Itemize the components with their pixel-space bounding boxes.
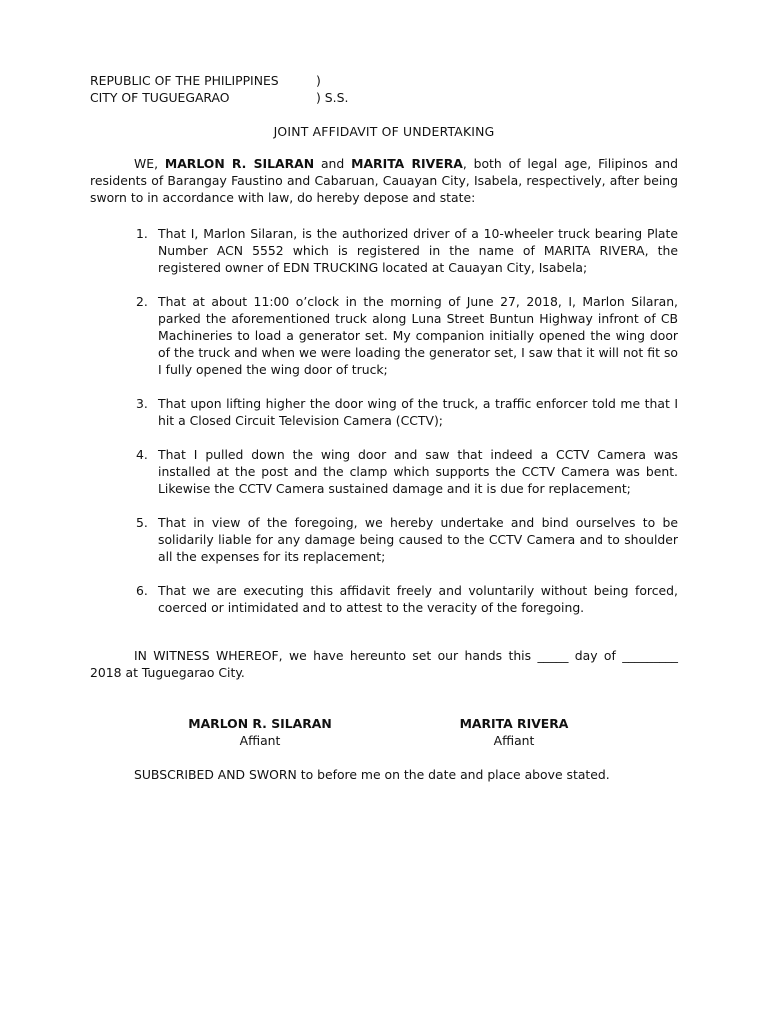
- venue-country: REPUBLIC OF THE PHILIPPINES: [90, 73, 279, 88]
- statement-text: That I pulled down the wing door and saw that indeed a CCTV Camera was installed at the post and the clamp which supports the CCTV Camera was bent. Likewise the CCTV Camera sustained damage and it is due for replacement;: [158, 447, 678, 496]
- statement-item: [90, 514, 678, 565]
- statement-item: [90, 582, 678, 616]
- affiant-name-1: MARLON R. SILARAN: [164, 156, 315, 171]
- statement-text: That upon lifting higher the door wing of the truck, a traffic enforcer told me that I hit a Closed Circuit Television Camera (CCTV);: [158, 396, 678, 428]
- venue-line-republic: [90, 72, 390, 89]
- statement-text: That at about 11:00 o’clock in the morning of June 27, 2018, I, Marlon Silaran, parked the aforementioned truck along Luna Street Buntun Highway infront of CB Machineries to load a generator set. My companion initially opened the wing door of the truck and when we were loading the generator set, I saw that it will not fit so I fully opened the wing door of truck;: [158, 294, 678, 377]
- statement-number: 3.: [136, 396, 148, 411]
- statement-text: That we are executing this affidavit freely and voluntarily without being forced, coerced or intimidated and to attest to the veracity of the foregoing.: [158, 583, 678, 615]
- jurat-line: SUBSCRIBED AND SWORN to before me on the date and place above stated.: [134, 767, 610, 782]
- statement-number: 5.: [136, 515, 148, 530]
- statement-item: [90, 446, 678, 497]
- affiant-name-2: MARITA RIVERA: [351, 156, 463, 171]
- statement-number: 6.: [136, 583, 148, 598]
- document-title: JOINT AFFIDAVIT OF UNDERTAKING: [273, 124, 495, 139]
- signatory-name: MARLON R. SILARAN: [188, 716, 332, 731]
- signature-block-rivera: [424, 715, 604, 749]
- statement-number: 2.: [136, 294, 148, 309]
- witness-paragraph: IN WITNESS WHEREOF, we have hereunto set our hands this _____ day of _________ 2018 at Tuguegarao City.: [90, 648, 678, 680]
- venue-block: [90, 72, 390, 106]
- venue-bracket: ): [316, 73, 321, 88]
- venue-line-city: [90, 89, 390, 106]
- statement-text: That I, Marlon Silaran, is the authorized driver of a 10-wheeler truck bearing Plate Number ACN 5552 which is registered in the name of MARITA RIVERA, the registered owner of EDN TRUCKING located at Cauayan City, Isabela;: [158, 226, 678, 275]
- venue-ss: ) S.S.: [316, 90, 349, 105]
- statement-list: [90, 225, 678, 633]
- signatory-role: Affiant: [493, 733, 535, 748]
- signatory-role: Affiant: [239, 733, 281, 748]
- statement-number: 1.: [136, 226, 148, 241]
- intro-paragraph: [90, 155, 678, 206]
- signature-block-silaran: [170, 715, 350, 749]
- statement-text: That in view of the foregoing, we hereby undertake and bind ourselves to be solidarily liable for any damage being caused to the CCTV Camera and to shoulder all the expenses for its replacement;: [158, 515, 678, 564]
- intro-and: and: [314, 156, 352, 171]
- statement-item: [90, 225, 678, 276]
- statement-item: [90, 395, 678, 429]
- intro-rest: , both of legal age, Filipinos and residents of Barangay Faustino and Cabaruan, Cauayan City, Isabela, respectively, after being sworn to in accordance with law, do hereby depose and state:: [90, 156, 678, 205]
- statement-item: [90, 293, 678, 378]
- statement-number: 4.: [136, 447, 148, 462]
- signatory-name: MARITA RIVERA: [459, 716, 569, 731]
- intro-we: WE,: [134, 156, 165, 171]
- venue-city: CITY OF TUGUEGARAO: [90, 90, 230, 105]
